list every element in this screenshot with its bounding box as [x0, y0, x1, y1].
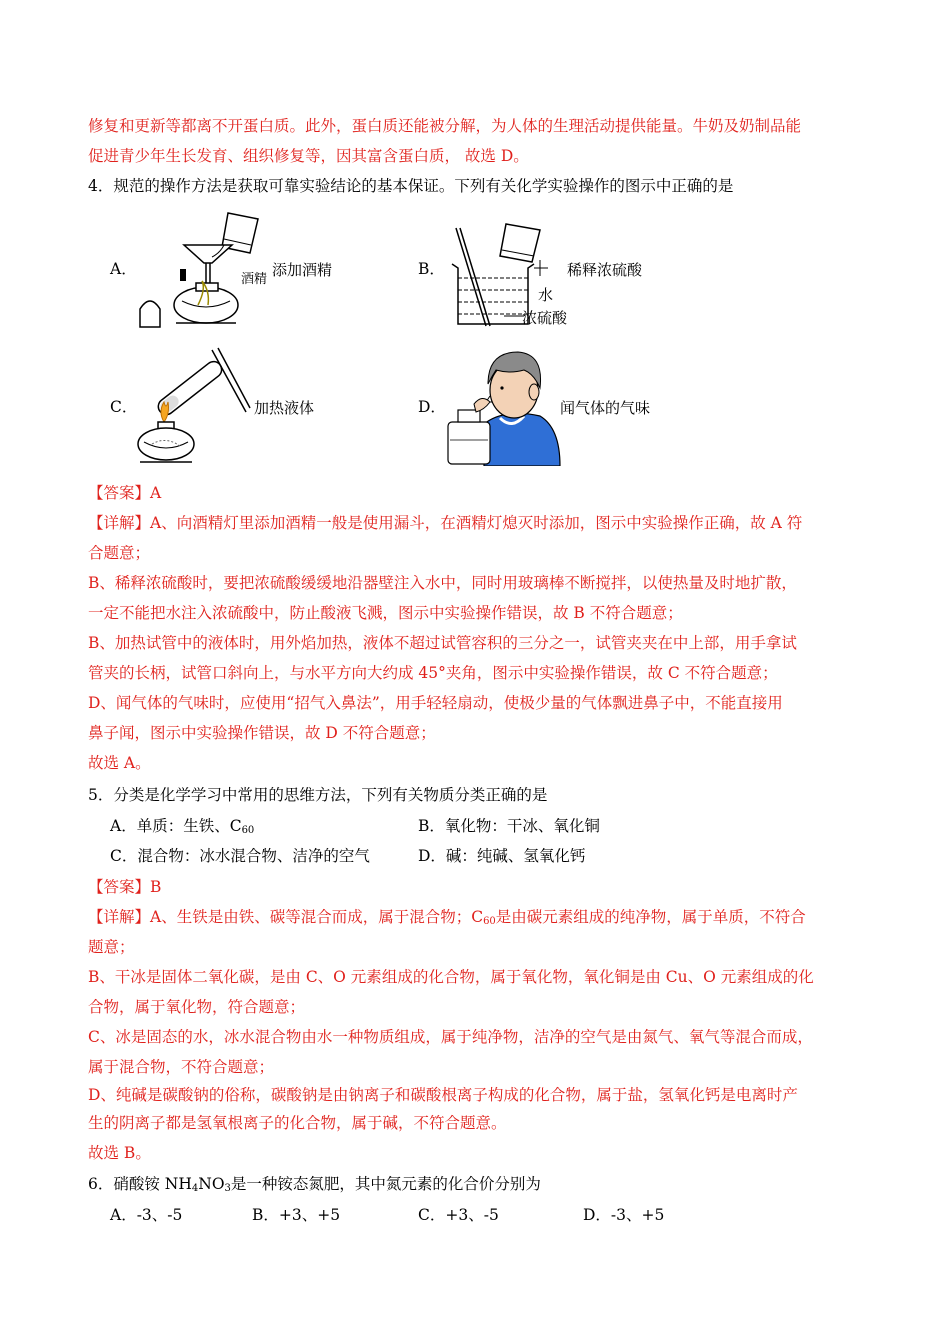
- q4-figure-c-heating-liquid: [134, 340, 254, 466]
- q4-analysis-line-6: 管夹的长柄，试管口斜向上，与水平方向大约成 45°夹角，图示中实验操作错误，故 C 不符合题意；: [88, 664, 778, 682]
- q5-option-d: D．碱：纯碱、氢氧化钙: [418, 847, 586, 865]
- q4-option-c-letter: C．: [110, 398, 138, 416]
- q6-stem-subscript-2: 3: [224, 1183, 231, 1194]
- q4-figure-d-smelling-gas: [444, 344, 562, 466]
- q5-analysis-line-8: 生的阴离子都是氢氧根离子的化合物，属于碱，不符合题意。: [88, 1114, 507, 1132]
- q5-analysis-line-1-pre: 【详解】A、生铁是由铁、碳等混合而成，属于混合物；C: [88, 908, 484, 926]
- q5-analysis-line-1-subscript: 60: [483, 916, 496, 927]
- q4-analysis-line-9: 故选 A。: [88, 754, 151, 772]
- prev-analysis-line-2: 促进青少年生长发育、组织修复等，因其富含蛋白质， 故选 D。: [88, 147, 529, 165]
- q4-figure-b-water-label: 水: [538, 286, 554, 304]
- q4-stem: 4．规范的操作方法是获取可靠实验结论的基本保证。下列有关化学实验操作的图示中正确的是: [88, 177, 734, 195]
- q5-analysis-line-5: C、冰是固态的水，冰水混合物由水一种物质组成，属于纯净物，洁净的空气是由氮气、氧气等混合而成，: [88, 1028, 813, 1046]
- q4-analysis-line-2: 合题意；: [88, 544, 151, 562]
- q4-analysis-line-5: B、加热试管中的液体时，用外焰加热，液体不超过试管容积的三分之一，试管夹夹在中上部，用手拿试: [88, 634, 797, 652]
- q6-stem: [88, 1173, 868, 1195]
- prev-analysis-line-1: 修复和更新等都离不开蛋白质。此外，蛋白质还能被分解，为人体的生理活动提供能量。牛奶及奶制品能: [88, 117, 802, 135]
- q4-option-d-caption: 闻气体的气味: [560, 399, 651, 417]
- q4-option-a-caption: 添加酒精: [272, 261, 333, 279]
- q5-option-c: C．混合物：冰水混合物、洁净的空气: [110, 847, 370, 865]
- q5-option-a-text: A．单质：生铁、C: [110, 817, 242, 835]
- q4-figure-b-acid-label: 浓硫酸: [522, 309, 568, 327]
- q4-answer: 【答案】A: [88, 484, 162, 502]
- q4-figure-a-alcohol-label: 酒精: [241, 272, 268, 287]
- q5-stem: 5．分类是化学学习中常用的思维方法，下列有关物质分类正确的是: [88, 786, 548, 804]
- q6-option-a: A．-3、-5: [110, 1206, 183, 1224]
- q4-option-c-caption: 加热液体: [254, 399, 315, 417]
- q6-option-c: C．+3、-5: [418, 1206, 499, 1224]
- q5-analysis-line-4: 合物，属于氧化物，符合题意；: [88, 998, 306, 1016]
- q5-analysis-line-3: B、干冰是固体二氧化碳，是由 C、O 元素组成的化合物，属于氧化物，氧化铜是由 Cu、O 元素组成的化: [88, 968, 814, 986]
- q4-analysis-line-3: B、稀释浓硫酸时，要把浓硫酸缓缓地沿器壁注入水中，同时用玻璃棒不断搅拌，以使热量及时地扩散，: [88, 574, 797, 592]
- q4-analysis-line-8: 鼻子闻，图示中实验操作错误，故 D 不符合题意；: [88, 724, 436, 742]
- q4-analysis-line-1: 【详解】A、向酒精灯里添加酒精一般是使用漏斗，在酒精灯熄灭时添加，图示中实验操作正确，故 A 符: [88, 514, 803, 532]
- q6-stem-post: 是一种铵态氮肥，其中氮元素的化合价分别为: [230, 1175, 541, 1193]
- q5-analysis-line-1-post: 是由碳元素组成的纯净物，属于单质，不符合: [495, 908, 806, 926]
- q5-analysis-line-6: 属于混合物，不符合题意；: [88, 1058, 275, 1076]
- q5-option-b: B．氧化物：干冰、氧化铜: [418, 817, 600, 835]
- q6-option-b: B．+3、+5: [252, 1206, 341, 1224]
- q4-option-a-letter: A．: [110, 260, 137, 278]
- q4-option-b-letter: B．: [418, 260, 445, 278]
- q5-answer: 【答案】B: [88, 878, 162, 896]
- q6-stem-subscript-1: 4: [191, 1183, 199, 1194]
- q5-option-a: [110, 815, 254, 837]
- q4-option-b-caption: 稀释浓硫酸: [567, 261, 643, 279]
- q6-stem-mid: NO: [198, 1175, 225, 1193]
- q4-analysis-line-4: 一定不能把水注入浓硫酸中，防止酸液飞溅，图示中实验操作错误，故 B 不符合题意；: [88, 604, 683, 622]
- q4-analysis-line-7: D、闻气体的气味时，应使用“招气入鼻法”，用手轻轻扇动，使极少量的气体飘进鼻子中，不能直接用: [88, 694, 783, 712]
- q6-option-d: D．-3、+5: [583, 1206, 665, 1224]
- q5-analysis-line-9: 故选 B。: [88, 1144, 151, 1162]
- q4-option-d-letter: D．: [418, 398, 446, 416]
- q5-option-a-subscript: 60: [241, 825, 255, 836]
- q5-analysis-line-2: 题意；: [88, 938, 135, 956]
- q5-analysis-line-1: [88, 906, 868, 928]
- q6-stem-pre: 6．硝酸铵 NH: [88, 1175, 192, 1193]
- q5-analysis-line-7: D、纯碱是碳酸钠的俗称，碳酸钠是由钠离子和碳酸根离子构成的化合物，属于盐，氢氧化钙是电离时产: [88, 1086, 798, 1104]
